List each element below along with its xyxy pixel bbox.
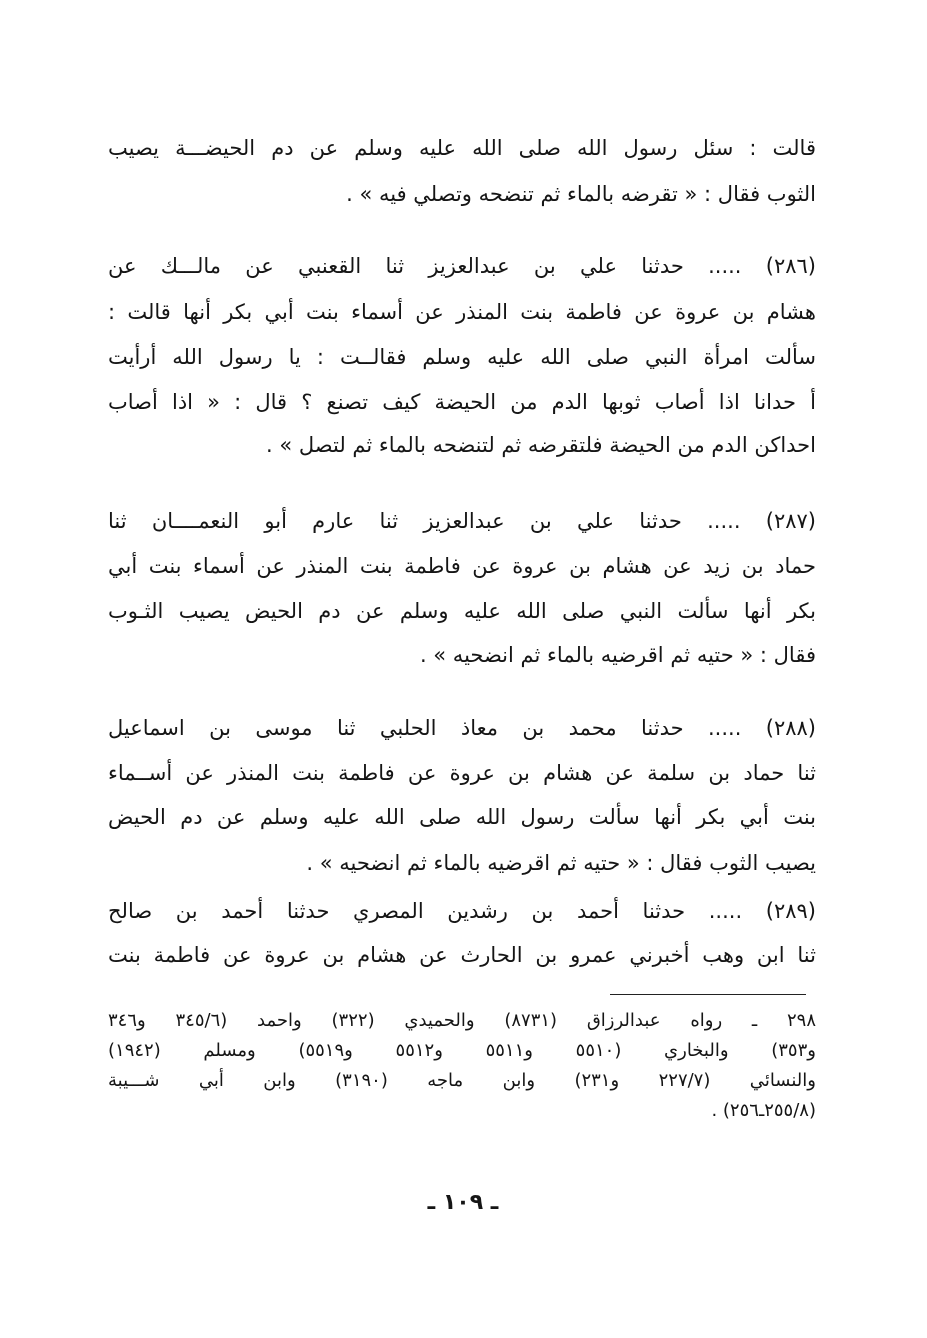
text-line: (٢٨٨) ..... حدثنا محمد بن معاذ الحلبي ثنا موسى بن اسماعيل: [108, 716, 816, 740]
page-number: ـ ١٠٩ ـ: [427, 1190, 499, 1215]
footnote-line: ٢٩٨ ـ رواه عبدالرزاق (٨٧٣١) والحميدي (٣٢٢) واحمد (٣٤٥/٦ و٣٤٦: [108, 1010, 816, 1031]
text-line: يصيب الثوب فقال : « حتيه ثم اقرضيه بالماء ثم انضحيه » .: [306, 851, 816, 875]
text-line: ثنا ابن وهب أخبرني عمرو بن الحارث عن هشام بن عروة عن فاطمة بنت: [108, 943, 816, 967]
text-line: الثوب فقال : « تقرضه بالماء ثم تنضحه وتصلي فيه » .: [346, 182, 816, 206]
text-line: احداكن الدم من الحيضة فلتقرضه ثم لتنضحه بالماء ثم لتصل » .: [266, 433, 816, 457]
text-line: بكر أنها سألت النبي صلى الله عليه وسلم عن دم الحيض يصيب الثـوب: [108, 599, 816, 623]
text-line: هشام بن عروة عن فاطمة بنت المنذر عن أسماء بنت أبي بكر أنها قالت :: [108, 300, 816, 324]
text-line: حماد بن زيد عن هشام بن عروة عن فاطمة بنت المنذر عن أسماء بنت أبي: [108, 554, 816, 578]
footnote-line: والنسائي (٢٢٧/٧ و٢٣١) وابن ماجه (٣١٩٠) وابن أبي شـــيبة: [108, 1070, 816, 1091]
text-line: قالت : سئل رسول الله صلى الله عليه وسلم عن دم الحيضـــة يصيب: [108, 136, 816, 160]
text-line: أ حدانا اذا أصاب ثوبها الدم من الحيضة كيف تصنع ؟ قال : « اذا أصاب: [108, 390, 816, 414]
footnote-line: و٣٥٣) والبخاري (٥٥١٠ و٥٥١١ و٥٥١٢ و٥٥١٩) ومسلم (١٩٤٢): [108, 1040, 816, 1061]
text-line: فقال : « حتيه ثم اقرضيه بالماء ثم انضحيه » .: [419, 643, 816, 667]
text-line: (٢٨٩) ..... حدثنا أحمد بن رشدين المصري حدثنا أحمد بن صالح: [108, 899, 816, 923]
text-line: ثنا حماد بن سلمة عن هشام بن عروة عن فاطمة بنت المنذر عن أســماء: [108, 761, 816, 785]
text-line: بنت أبي بكر أنها سألت رسول الله صلى الله عليه وسلم عن دم الحيض: [108, 805, 816, 829]
text-line: سألت امرأة النبي صلى الله عليه وسلم فقالــت : يا رسول الله أرأيت: [108, 345, 816, 369]
footnote-separator: [610, 994, 806, 995]
footnote-line: (٢٥٥/٨ـ٢٥٦) .: [711, 1100, 816, 1121]
text-line: (٢٨٦) ..... حدثنا علي بن عبدالعزيز ثنا القعنبي عن مالـــك عن: [108, 254, 816, 278]
text-line: (٢٨٧) ..... حدثنا علي بن عبدالعزيز ثنا عارم أبو النعمــــان ثنا: [108, 509, 816, 533]
